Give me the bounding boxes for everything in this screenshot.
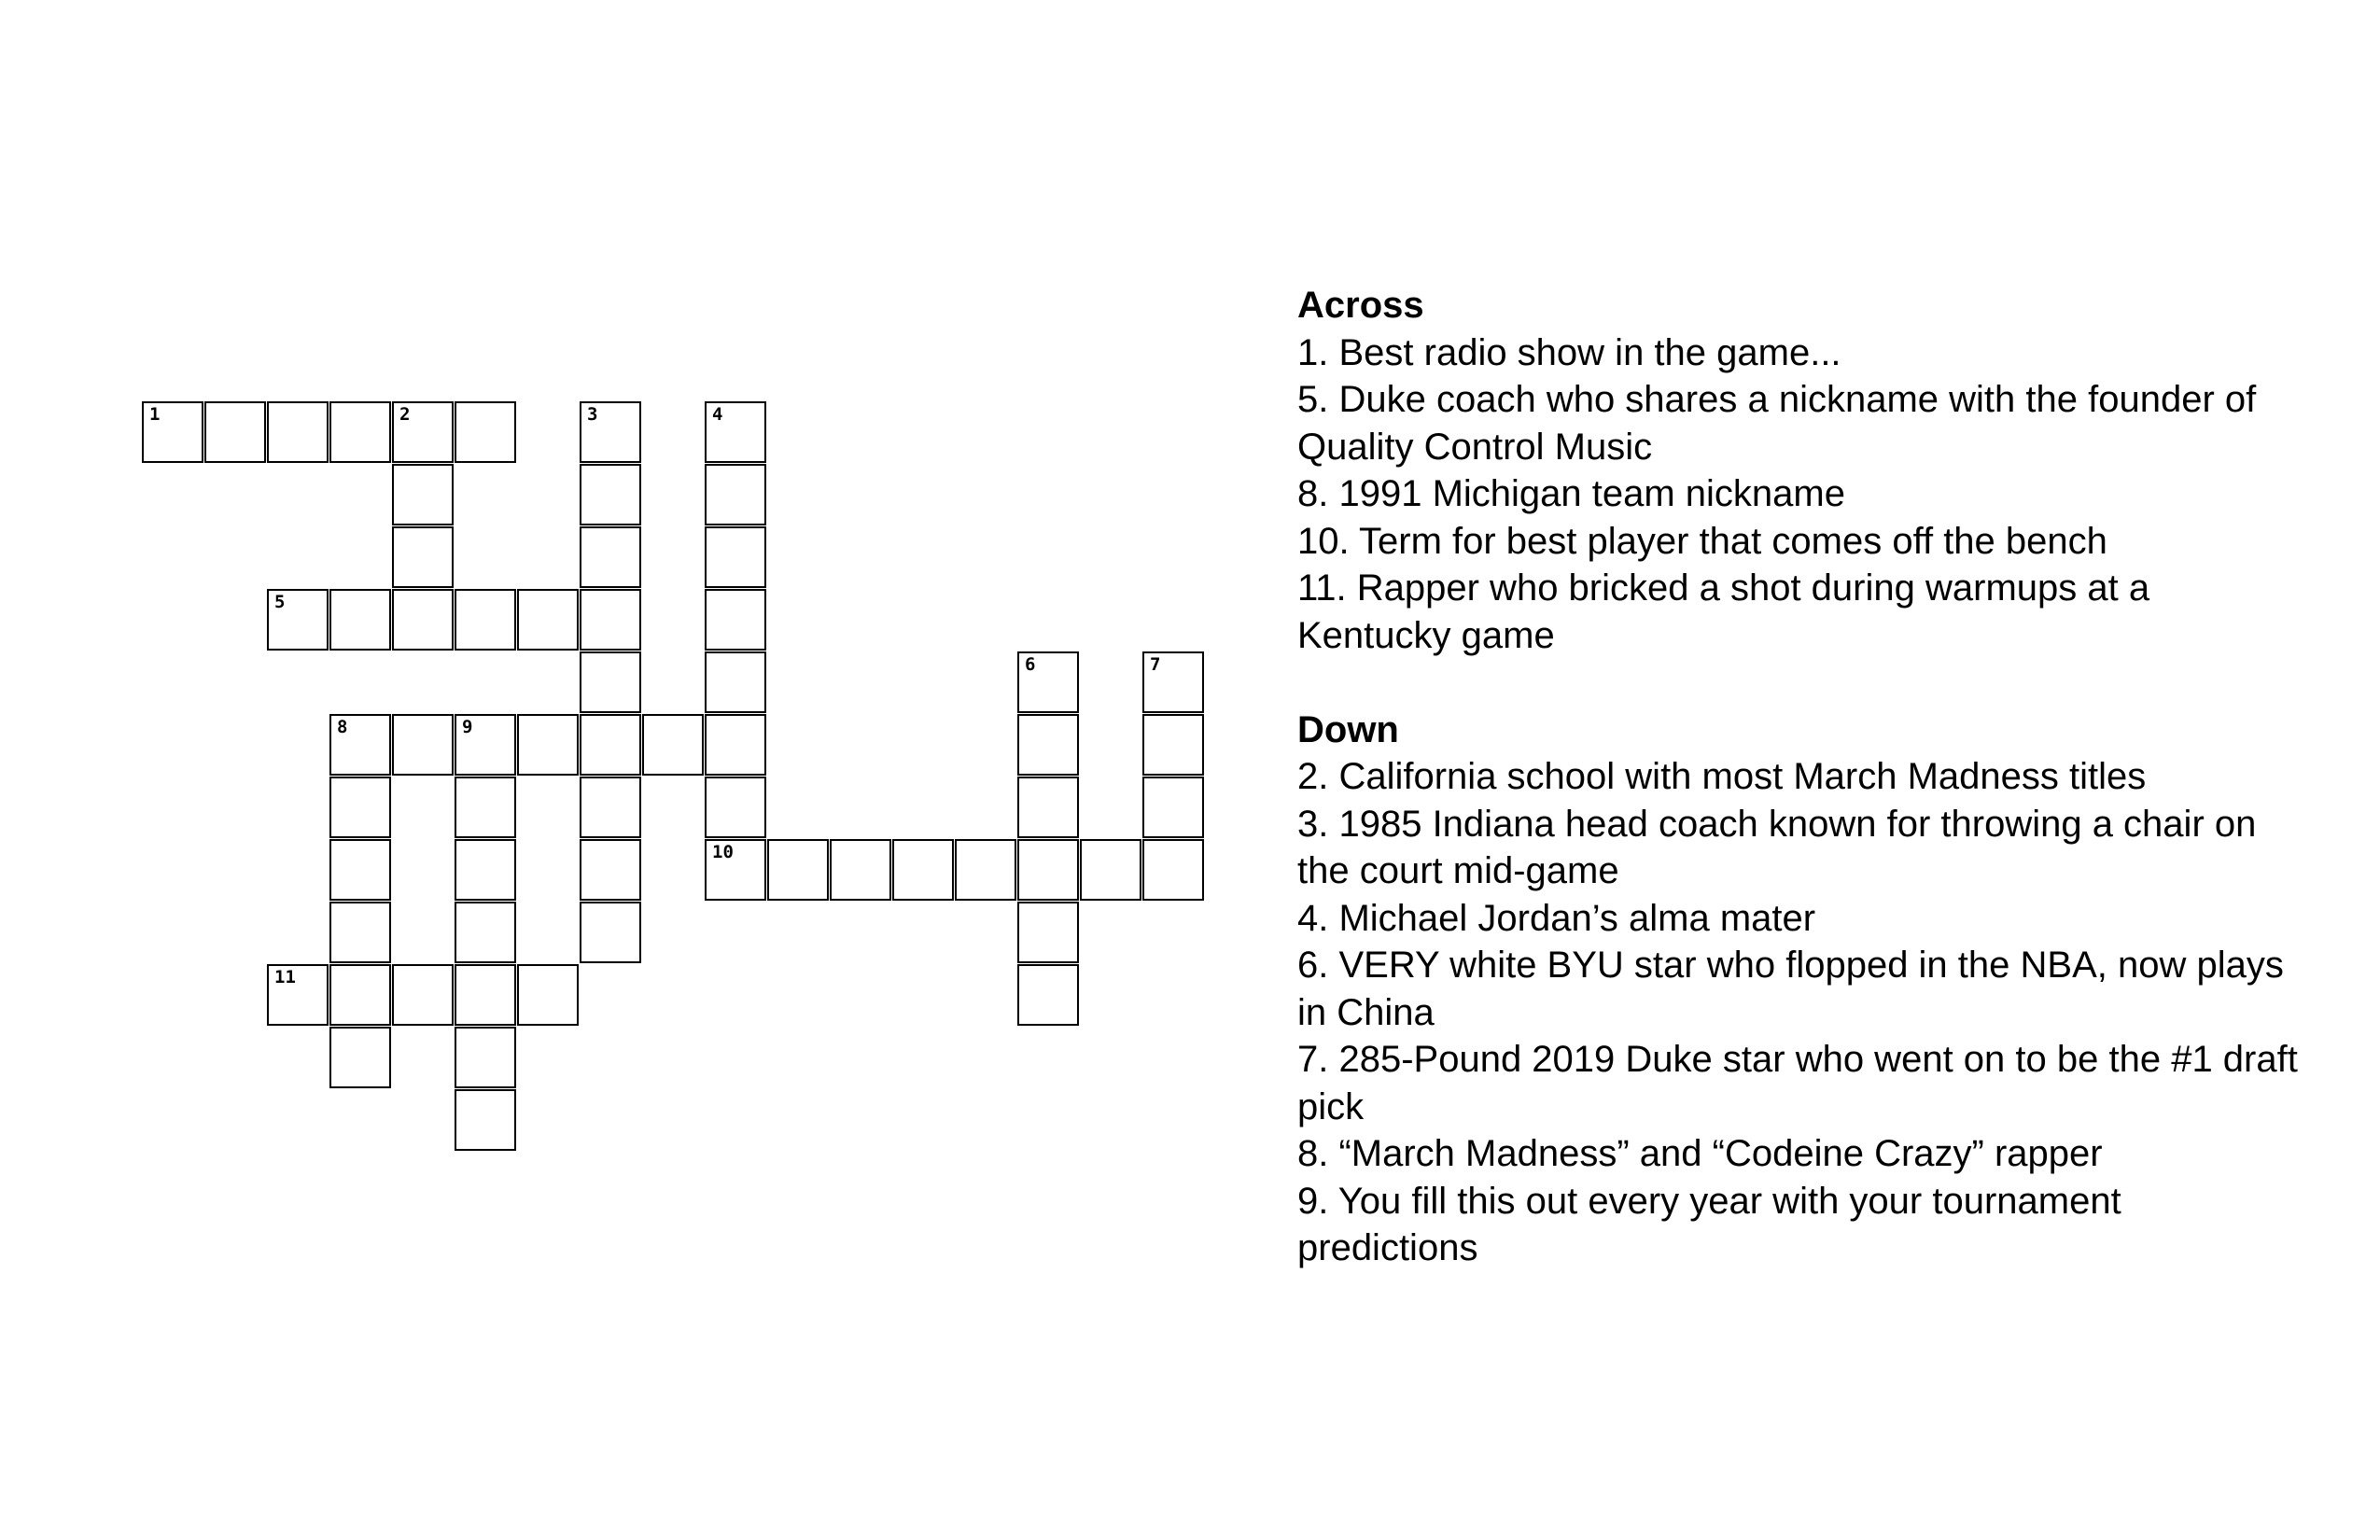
grid-cell[interactable]	[705, 714, 766, 776]
grid-cell[interactable]	[329, 964, 391, 1026]
grid-cell[interactable]	[580, 464, 641, 525]
across-clue-11: 11. Rapper who bricked a shot during warmups at a Kentucky game	[1297, 567, 2150, 656]
grid-cell[interactable]	[329, 589, 391, 651]
clue-number: 5	[274, 592, 286, 612]
grid-cell[interactable]	[705, 651, 766, 713]
down-clue-3: 3. 1985 Indiana head coach known for throwing a chair on the court mid-game	[1297, 803, 2257, 891]
grid-cell-6[interactable]	[1017, 651, 1079, 713]
grid-cell[interactable]	[267, 401, 329, 463]
down-clue-8: 8. “March Madness” and “Codeine Crazy” rapper	[1297, 1133, 2103, 1174]
grid-cell[interactable]	[580, 777, 641, 838]
grid-cell[interactable]	[517, 714, 579, 776]
grid-cell[interactable]	[455, 1027, 516, 1088]
grid-cell[interactable]	[1017, 839, 1079, 901]
down-clue-2: 2. California school with most March Madness titles	[1297, 756, 2147, 797]
across-clue-1: 1. Best radio show in the game...	[1297, 331, 1841, 373]
grid-cell[interactable]	[1080, 839, 1141, 901]
grid-cell-4[interactable]	[705, 401, 766, 463]
grid-cell[interactable]	[329, 839, 391, 901]
grid-cell[interactable]	[392, 714, 454, 776]
grid-cell[interactable]	[1017, 964, 1079, 1026]
grid-cell-7[interactable]	[1142, 651, 1204, 713]
down-clues	[1297, 707, 2305, 1272]
grid-cell[interactable]	[1017, 714, 1079, 776]
grid-cell[interactable]	[580, 902, 641, 963]
grid-cell[interactable]	[392, 589, 454, 651]
across-clue-5: 5. Duke coach who shares a nickname with the founder of Quality Control Music	[1297, 379, 2257, 468]
grid-cell-1[interactable]	[142, 401, 203, 463]
clue-number: 8	[337, 717, 348, 737]
crossword-grid	[0, 0, 1241, 1176]
grid-cell[interactable]	[1017, 902, 1079, 963]
clue-number: 6	[1025, 654, 1036, 675]
grid-cell[interactable]	[705, 526, 766, 588]
down-clue-4: 4. Michael Jordan’s alma mater	[1297, 897, 1816, 939]
across-clue-10: 10. Term for best player that comes off the bench	[1297, 520, 2107, 562]
grid-cell[interactable]	[580, 714, 641, 776]
grid-cell[interactable]	[1142, 839, 1204, 901]
clue-number: 11	[274, 967, 296, 987]
grid-cell[interactable]	[580, 651, 641, 713]
down-clue-7: 7. 285-Pound 2019 Duke star who went on to be the #1 draft pick	[1297, 1039, 2298, 1127]
down-clue-6: 6. VERY white BYU star who flopped in the NBA, now plays in China	[1297, 945, 2284, 1033]
grid-cell[interactable]	[392, 964, 454, 1026]
grid-cell[interactable]	[455, 401, 516, 463]
grid-cell[interactable]	[329, 777, 391, 838]
grid-cell[interactable]	[329, 1027, 391, 1088]
grid-cell-3[interactable]	[580, 401, 641, 463]
grid-cell[interactable]	[705, 589, 766, 651]
clue-number: 9	[462, 717, 473, 737]
grid-cell[interactable]	[767, 839, 829, 901]
grid-cell[interactable]	[455, 902, 516, 963]
grid-cell[interactable]	[455, 1089, 516, 1151]
grid-cell[interactable]	[892, 839, 954, 901]
grid-cell[interactable]	[455, 839, 516, 901]
grid-cell[interactable]	[392, 526, 454, 588]
grid-cell[interactable]	[517, 964, 579, 1026]
across-clues	[1297, 282, 2305, 659]
grid-cell-9[interactable]	[455, 714, 516, 776]
grid-cell[interactable]	[455, 589, 516, 651]
grid-cell[interactable]	[392, 464, 454, 525]
across-clue-8: 8. 1991 Michigan team nickname	[1297, 473, 1845, 514]
grid-cell[interactable]	[580, 839, 641, 901]
grid-cell[interactable]	[705, 464, 766, 525]
clue-number: 7	[1150, 654, 1161, 675]
grid-cell[interactable]	[1142, 777, 1204, 838]
grid-cell[interactable]	[642, 714, 704, 776]
grid-cell[interactable]	[329, 902, 391, 963]
grid-cell-5[interactable]	[267, 589, 329, 651]
grid-cell[interactable]	[705, 777, 766, 838]
grid-cell[interactable]	[580, 589, 641, 651]
grid-cell[interactable]	[204, 401, 266, 463]
grid-cell-8[interactable]	[329, 714, 391, 776]
clue-number: 2	[399, 404, 411, 425]
down-heading: Down	[1297, 708, 1399, 750]
clue-number: 3	[587, 404, 598, 425]
grid-cell[interactable]	[455, 964, 516, 1026]
clue-number: 1	[149, 404, 161, 425]
grid-cell[interactable]	[955, 839, 1016, 901]
grid-cell[interactable]	[517, 589, 579, 651]
down-clue-9: 9. You fill this out every year with your tournament predictions	[1297, 1180, 2121, 1268]
clue-number: 4	[712, 404, 723, 425]
clue-list	[1297, 282, 2305, 1272]
clue-number: 10	[712, 842, 734, 862]
across-heading: Across	[1297, 285, 1424, 326]
grid-cell-10[interactable]	[705, 839, 766, 901]
grid-cell[interactable]	[830, 839, 891, 901]
grid-cell[interactable]	[580, 526, 641, 588]
grid-cell[interactable]	[455, 777, 516, 838]
grid-cell[interactable]	[1017, 777, 1079, 838]
grid-cell[interactable]	[1142, 714, 1204, 776]
grid-cell-2[interactable]	[392, 401, 454, 463]
grid-cell-11[interactable]	[267, 964, 329, 1026]
grid-cell[interactable]	[329, 401, 391, 463]
